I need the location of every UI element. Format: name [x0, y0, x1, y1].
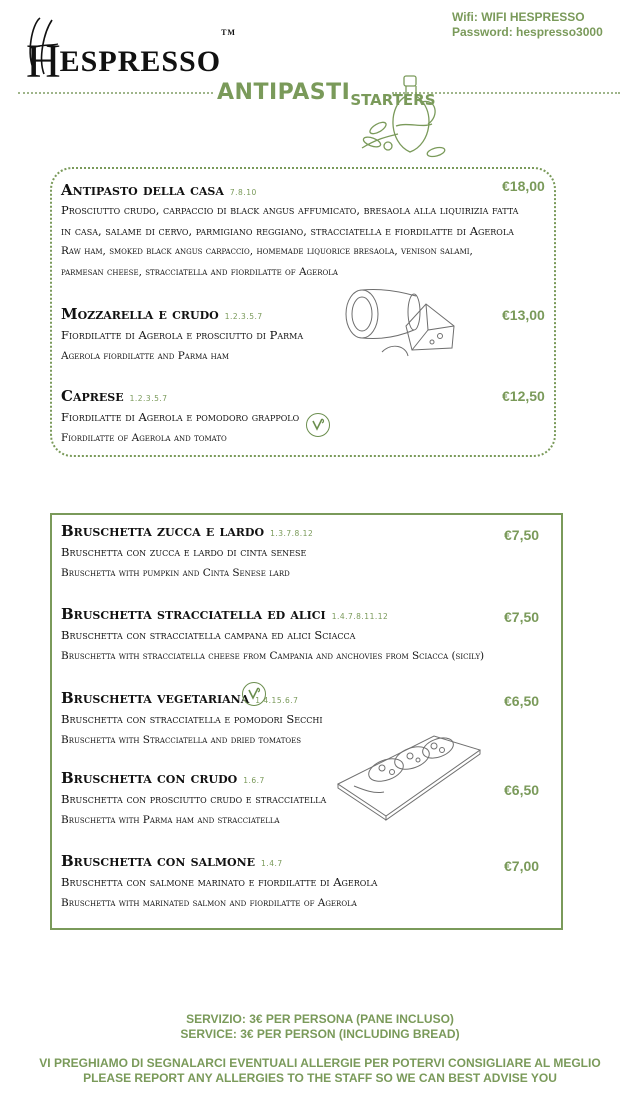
price: €12,50: [502, 388, 545, 404]
price: €18,00: [502, 178, 545, 194]
price: €7,00: [504, 858, 540, 874]
bruschetta-board-icon: [334, 730, 484, 822]
menu-item-bruschetta-con-salmone: [61, 852, 377, 913]
service-charge-en: SERVICE: 3€ PER PERSON (INCLUDING BREAD): [180, 1027, 460, 1041]
item-title: Bruschetta con salmone: [61, 852, 256, 870]
cheese-and-ham-icon: [342, 286, 458, 362]
item-allergens: 1.2.3.5.7: [129, 394, 168, 403]
price: €6,50: [504, 693, 540, 709]
item-allergens: 1.4.15.6.7: [255, 696, 299, 705]
logo-wordmark: [26, 28, 236, 88]
item-name: [61, 181, 518, 199]
vegetarian-leaf-icon: [306, 413, 330, 437]
item-name: [61, 305, 303, 323]
item-title: Caprese: [61, 387, 124, 405]
allergy-note-it: VI PREGHIAMO DI SEGNALARCI EVENTUALI ALLERGIE PER POTERVI CONSIGLIARE AL MEGLIO: [39, 1056, 601, 1070]
item-name: [61, 605, 484, 623]
item-desc-en: Bruschetta with marinated salmon and fiordilatte of Agerola: [61, 896, 357, 909]
item-desc-it: Bruschetta con salmone marinato e fiordilatte di Agerola: [61, 875, 378, 889]
menu-item-bruschetta-stracciatella-ed-alici: [61, 605, 484, 666]
menu-item-mozzarella-e-crudo: [61, 305, 303, 366]
section-title-sub: STARTERS: [350, 91, 436, 109]
item-desc-en-2: parmesan cheese, stracciatella and fiordilatte of Agerola: [61, 265, 338, 278]
item-title: Bruschetta con crudo: [61, 769, 238, 787]
logo-initial: H: [26, 35, 62, 88]
allergy-note: [0, 1056, 640, 1086]
item-allergens: 1.6.7: [243, 776, 265, 785]
item-desc-it-1: Prosciutto crudo, carpaccio di black angus affumicato, bresaola alla liquirizia fatta: [61, 203, 519, 217]
item-title: Bruschetta stracciatella ed alici: [61, 605, 326, 623]
item-desc-it: Bruschetta con zucca e lardo di cinta senese: [61, 545, 307, 559]
item-name: [61, 522, 313, 540]
divider-left: [18, 92, 213, 94]
item-desc-it: Bruschetta con stracciatella e pomodori Secchi: [61, 712, 323, 726]
item-desc-it: Bruschetta con prosciutto crudo e stracciatella: [61, 792, 327, 806]
item-desc-en: Agerola fiordilatte and Parma ham: [61, 349, 229, 362]
item-desc-en: Bruschetta with pumpkin and Cinta Senese lard: [61, 566, 290, 579]
section-title-main: ANTIPASTI: [217, 80, 351, 105]
item-name: [61, 852, 377, 870]
item-desc-en: Bruschetta with Parma ham and stracciatella: [61, 813, 280, 826]
item-allergens: 1.4.7.8.11.12: [331, 612, 389, 621]
menu-item-bruschetta-vegetariana: [61, 689, 322, 750]
item-allergens: 1.4.7: [261, 859, 283, 868]
item-title: Bruschetta vegetariana: [61, 689, 250, 707]
item-desc-en-1: Raw ham, smoked black angus carpaccio, homemade liquorice bresaola, venison salami,: [61, 245, 473, 257]
service-charge-note: [0, 1012, 640, 1042]
wifi-name: Wifi: WIFI HESPRESSO: [452, 10, 585, 24]
menu-item-bruschetta-zucca-e-lardo: [61, 522, 313, 583]
wifi-info: [452, 10, 603, 40]
logo-rest: ESPRESSO: [59, 45, 222, 78]
item-name: [61, 689, 322, 707]
logo-tm: TM: [221, 28, 236, 37]
item-title: Antipasto della casa: [61, 181, 224, 199]
price: €6,50: [504, 782, 540, 798]
price: €13,00: [502, 307, 545, 323]
allergy-note-en: PLEASE REPORT ANY ALLERGIES TO THE STAFF SO WE CAN BEST ADVISE YOU: [83, 1071, 557, 1085]
wifi-password: Password: hespresso3000: [452, 25, 603, 39]
menu-item-bruschetta-con-crudo: [61, 769, 326, 830]
item-allergens: 1.3.7.8.12: [270, 529, 314, 538]
price: €7,50: [504, 527, 540, 543]
item-title: Bruschetta zucca e lardo: [61, 522, 265, 540]
item-desc-en: Bruschetta with Stracciatella and dried tomatoes: [61, 733, 302, 746]
item-desc-it: Fiordilatte di Agerola e pomodoro grappolo: [61, 410, 300, 424]
menu-item-caprese: [61, 387, 299, 448]
item-desc-it-2: in casa, salame di cervo, parmigiano reggiano, stracciatella e fiordilatte di Agerola: [61, 223, 514, 238]
service-charge-it: SERVIZIO: 3€ PER PERSONA (PANE INCLUSO): [186, 1012, 454, 1026]
item-name: [61, 769, 326, 787]
item-desc-en: Fiordilatte of Agerola and tomato: [61, 431, 227, 444]
item-allergens: 7.8.10: [229, 188, 257, 197]
price: €7,50: [504, 609, 540, 625]
item-desc-en: Bruschetta with stracciatella cheese from Campania and anchovies from Sciacca (sicily): [61, 649, 485, 662]
item-desc-it: Fiordilatte di Agerola e prosciutto di Parma: [61, 328, 304, 342]
item-allergens: 1.2.3.5.7: [224, 312, 263, 321]
menu-item-antipasto-della-casa: [61, 181, 518, 282]
item-name: [61, 387, 299, 405]
item-desc-it: Bruschetta con stracciatella campana ed alici Sciacca: [61, 628, 356, 642]
olive-oil-bottle-icon: [358, 72, 450, 164]
vegetarian-leaf-icon: [242, 682, 266, 706]
item-title: Mozzarella e crudo: [61, 305, 219, 323]
